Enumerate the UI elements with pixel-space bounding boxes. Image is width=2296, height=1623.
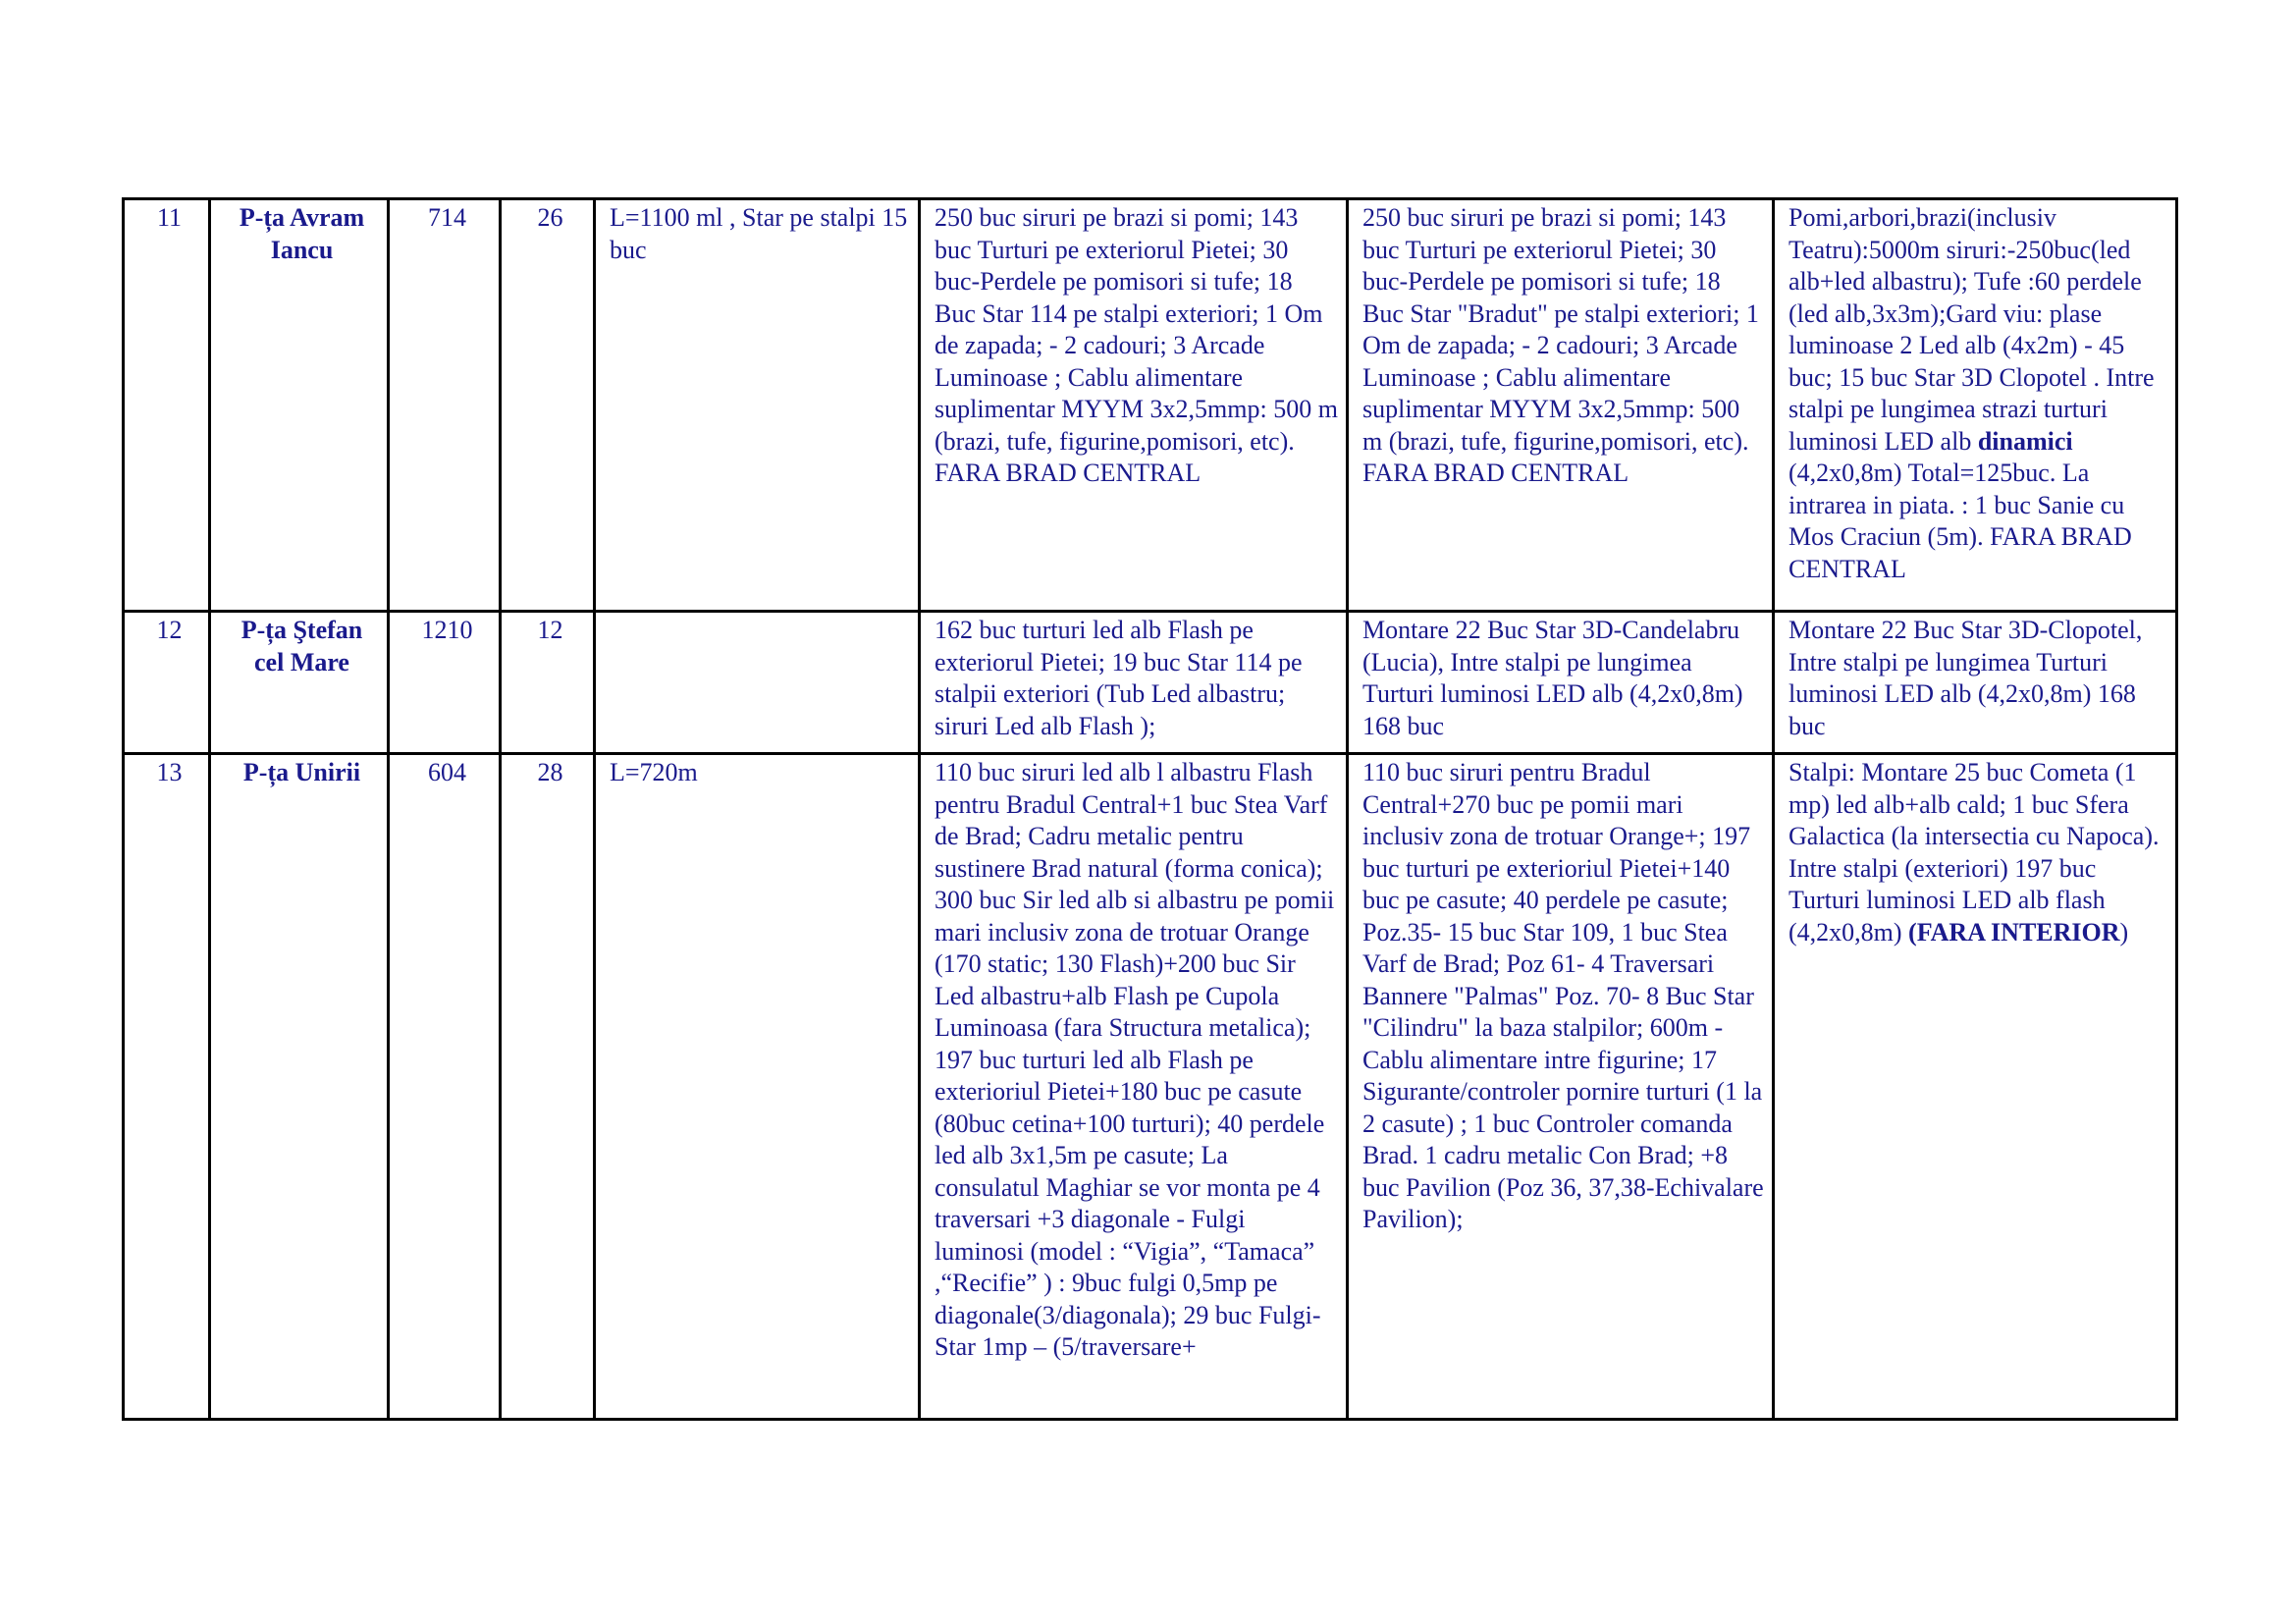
location-name: P-ța Avram Iancu: [210, 199, 389, 612]
value-cell: 28: [501, 754, 595, 1420]
value-cell: 604: [389, 754, 501, 1420]
details-cell: [1774, 754, 2177, 1420]
location-name: P-ța Unirii: [210, 754, 389, 1420]
table-row: [124, 754, 2177, 1420]
details-cell: 250 buc siruri pe brazi si pomi; 143 buc Turturi pe exteriorul Pietei; 30 buc-Perdele pe pomisori si tufe; 18 Buc Star 114 pe stalpi exteriori; 1 Om de zapada; - 2 cadouri; 3 Arcade Luminoase ; Cablu alimentare suplimentar MYYM 3x2,5mmp: 500 m (brazi, tufe, figurine,pomisori, etc). FARA BRAD CENTRAL: [920, 199, 1348, 612]
row-number: 11: [124, 199, 210, 612]
description-cell: L=720m: [595, 754, 920, 1420]
details-text: Pomi,arbori,brazi(inclusiv Teatru):5000m siruri:-250buc(led alb+led albastru); Tufe :60 perdele (led alb,3x3m);Gard viu: plase luminoase 2 Led alb (4x2m) - 45 buc; 15 buc Star 3D Clopotel . Intre stalpi pe lungimea strazi turturi luminosi LED alb: [1789, 203, 2155, 456]
value-cell: 714: [389, 199, 501, 612]
value-cell: 1210: [389, 612, 501, 754]
details-text: Stalpi: Montare 25 buc Cometa (1 mp) led alb+alb cald; 1 buc Sfera Galactica (la intersectia cu Napoca). Intre stalpi (exteriori) 197 buc Turturi luminosi LED alb flash (4,2x0,8m): [1789, 758, 2160, 947]
details-cell: 250 buc siruri pe brazi si pomi; 143 buc Turturi pe exteriorul Pietei; 30 buc-Perdele pe pomisori si tufe; 18 Buc Star "Bradut" pe stalpi exteriori; 1 Om de zapada; - 2 cadouri; 3 Arcade Luminoase ; Cablu alimentare suplimentar MYYM 3x2,5mmp: 500 m (brazi, tufe, figurine,pomisori, etc). FARA BRAD CENTRAL: [1348, 199, 1774, 612]
details-cell: 162 buc turturi led alb Flash pe exteriorul Pietei; 19 buc Star 114 pe stalpii exteriori (Tub Led albastru; siruri Led alb Flash );: [920, 612, 1348, 754]
row-number: 13: [124, 754, 210, 1420]
description-cell: [595, 612, 920, 754]
details-cell: [920, 754, 1348, 1420]
location-name: P-ța Ştefan cel Mare: [210, 612, 389, 754]
details-cell: Montare 22 Buc Star 3D-Candelabru (Lucia), Intre stalpi pe lungimea Turturi luminosi LED alb (4,2x0,8m) 168 buc: [1348, 612, 1774, 754]
details-cell: [1774, 199, 2177, 612]
table-row: [124, 199, 2177, 612]
details-emphasis: dinamici: [1977, 426, 2073, 456]
details-cell: 110 buc siruri pentru Bradul Central+270 buc pe pomii mari inclusiv zona de trotuar Orange+; 197 buc turturi pe exterioriul Pietei+140 buc pe casute; 40 perdele pe casute; Poz.35- 15 buc Star 109, 1 buc Stea Varf de Brad; Poz 61- 4 Traversari Bannere "Palmas" Poz. 70- 8 Buc Star "Cilindru" la baza stalpilor; 600m - Cablu alimentare intre figurine; 17 Sigurante/controler pornire turturi (1 la 2 casute) ; 1 buc Controler comanda Brad. 1 cadru metalic Con Brad; +8 buc Pavilion (Poz 36, 37,38-Echivalare Pavilion);: [1348, 754, 1774, 1420]
value-cell: 12: [501, 612, 595, 754]
value-cell: 26: [501, 199, 595, 612]
details-text: ): [2119, 917, 2129, 947]
details-text: 110 buc siruri led alb l albastru Flash pentru Bradul Central+1 buc Stea Varf de Brad; Cadru metalic pentru sustinere Brad natural (forma conica); 300 buc Sir led alb si albastru pe pomii mari inclusiv zona de trotuar Orange (170 static; 130 Flash)+200 buc Sir Led albastru+alb Flash pe Cupola Luminoasa (fara Structura metalica); 197 buc turturi led alb Flash pe exterioriul Pietei+180 buc pe casute (80buc cetina+100 turturi); 40 perdele led alb 3x1,5m pe casute; La consulatul Maghiar se vor monta pe 4 traversari +3 diagonale - Fulgi luminosi (model : “Vigia”, “Tamaca” ,“Recifie” ) : 9buc fulgi 0,5mp pe diagonale(3/diagonala); 29 buc Fulgi-Star 1mp – (5/traversare+: [934, 758, 1335, 1361]
data-table: [122, 197, 2178, 1421]
row-number: 12: [124, 612, 210, 754]
details-emphasis: (FARA INTERIOR: [1908, 917, 2120, 947]
description-cell: L=1100 ml , Star pe stalpi 15 buc: [595, 199, 920, 612]
details-cell: Montare 22 Buc Star 3D-Clopotel, Intre stalpi pe lungimea Turturi luminosi LED alb (4,2x0,8m) 168 buc: [1774, 612, 2177, 754]
details-text: (4,2x0,8m) Total=125buc. La intrarea in piata. : 1 buc Sanie cu Mos Craciun (5m). FARA BRAD CENTRAL: [1789, 459, 2132, 583]
table-row: [124, 612, 2177, 754]
